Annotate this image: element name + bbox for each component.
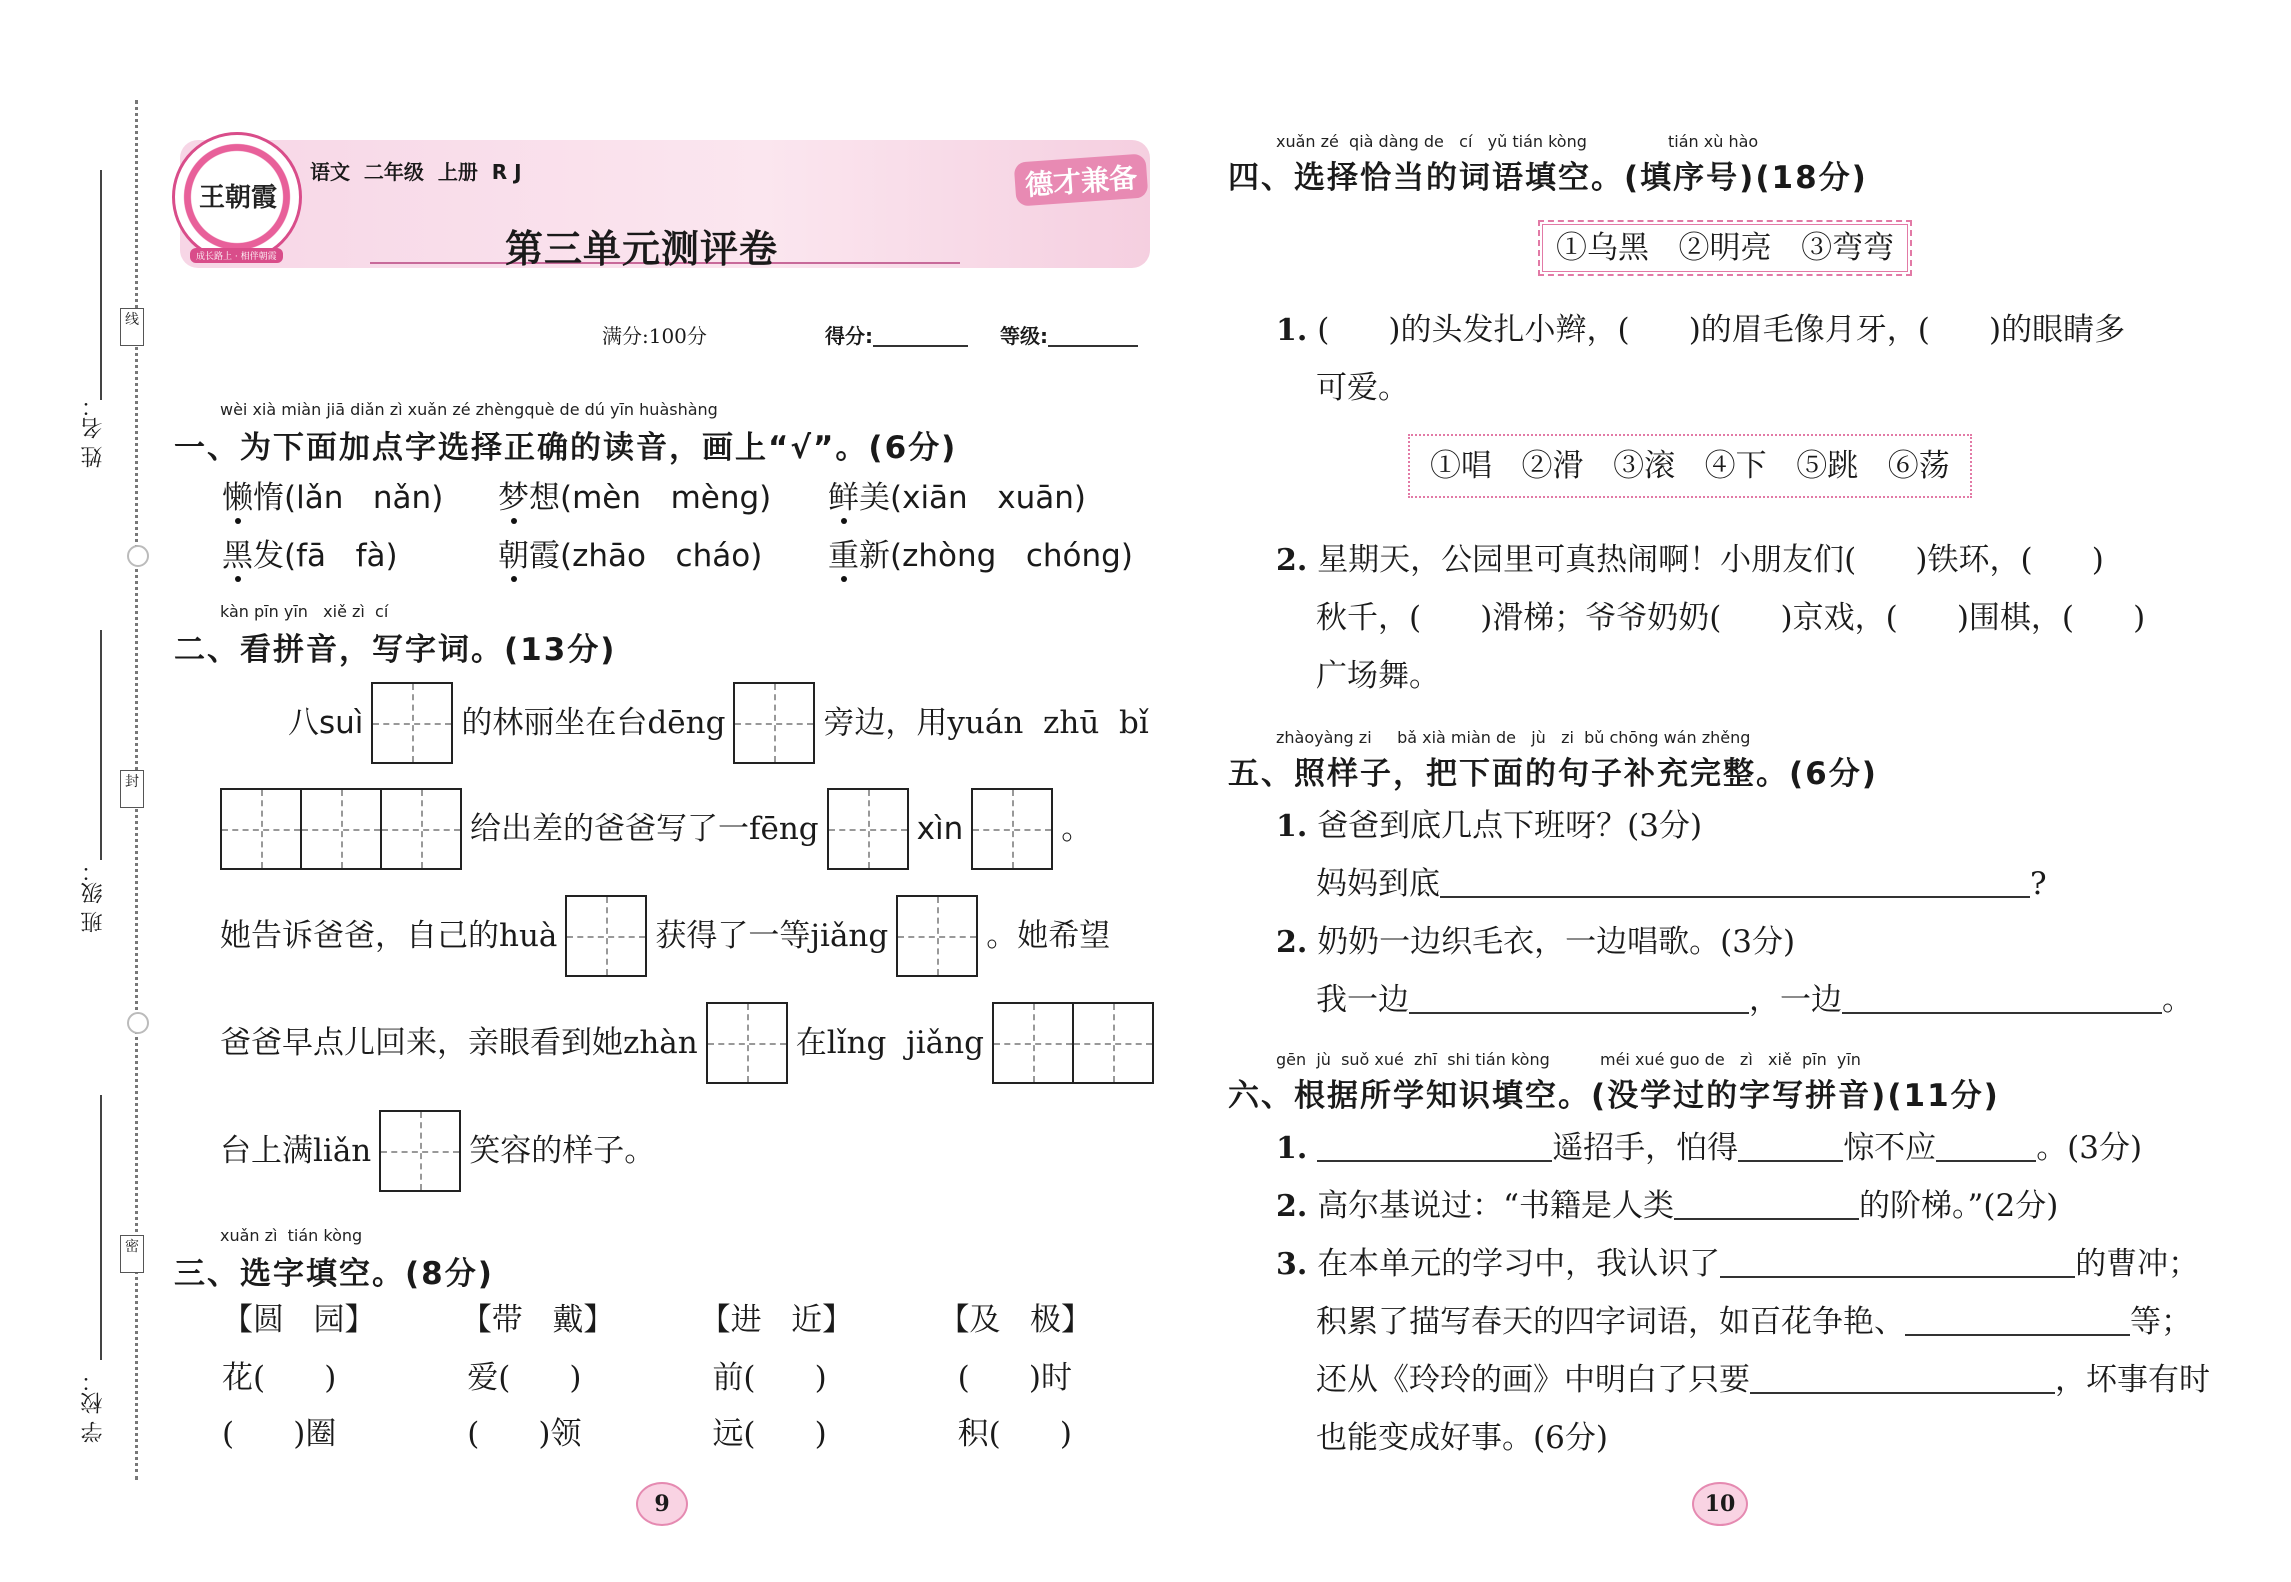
s2-text: 。	[1061, 811, 1093, 847]
page-title: 第三单元测评卷	[505, 227, 779, 271]
dot-char: 黑	[222, 538, 253, 574]
logo-badge	[172, 132, 302, 262]
s3-groups	[222, 1300, 1092, 1340]
q-number: 1.	[1276, 809, 1308, 844]
q-text: 惊不应	[1843, 1130, 1937, 1166]
s2-text: 爸爸早点儿回来，亲眼看到她zhàn	[220, 1025, 698, 1061]
s3-group: 【圆 园】	[222, 1302, 376, 1338]
s2-text: 她告诉爸爸，自己的huà	[220, 918, 558, 954]
book-meta: 语文 二年级 上册 R J	[310, 160, 522, 184]
s1-item-text: 霞(zhāo cháo)	[529, 538, 763, 574]
q-text: 高尔基说过：“书籍是人类	[1317, 1188, 1675, 1224]
word-bank-2: ①唱 ②滑 ③滚 ④下 ⑤跳 ⑥荡	[1408, 434, 1972, 498]
word-boxes[interactable]	[992, 1002, 1154, 1084]
s6-q3-line4: 也能变成好事。(6分)	[1316, 1420, 1608, 1456]
a-end: 。	[2162, 982, 2193, 1018]
q-text: 积累了描写春天的四字词语，如百花争艳、	[1316, 1304, 1905, 1340]
q-text: 等；	[2130, 1304, 2192, 1340]
answer-blank[interactable]	[1720, 1246, 2075, 1278]
s1-item-3	[828, 478, 1086, 518]
score-label	[825, 316, 968, 356]
s1-item-text: 想(mèn mèng)	[529, 480, 772, 516]
score-text: 得分:	[825, 324, 873, 348]
s1-item-5	[498, 536, 762, 576]
q-number: 2.	[1276, 925, 1308, 960]
answer-blank[interactable]	[1674, 1188, 1859, 1220]
punch-hole-icon	[127, 545, 149, 567]
s1-title: 一、为下面加点字选择正确的读音，画上“√”。(6分)	[174, 430, 958, 466]
s2-text: 获得了一等jiǎng	[655, 918, 889, 954]
dot-char: 朝	[498, 538, 529, 574]
q-number: 1.	[1276, 1131, 1308, 1166]
dot-char: 梦	[498, 480, 529, 516]
s1-item-text: 发(fā fà)	[253, 538, 398, 574]
s3-row-1	[222, 1358, 1072, 1398]
q-text: 爸爸到底几点下班呀？(3分)	[1317, 808, 1703, 844]
s5-a2	[1316, 980, 2193, 1020]
q-number: 1.	[1276, 313, 1308, 348]
mark-xian: 线	[120, 308, 144, 346]
score-blank[interactable]	[873, 323, 968, 347]
s3-cell[interactable]: 积( )	[957, 1416, 1072, 1452]
answer-blank[interactable]	[1905, 1304, 2130, 1336]
s4-q2-cont: 秋千，( )滑梯；爷爷奶奶( )京戏，( )围棋，( )	[1316, 600, 2146, 636]
answer-blank[interactable]	[1409, 982, 1749, 1014]
word-bank-1: ①乌黑 ②明亮 ③弯弯	[1538, 220, 1912, 276]
grade-text: 等级:	[1000, 324, 1048, 348]
answer-blank[interactable]	[1738, 1130, 1843, 1162]
q-text: 星期天，公园里可真热闹啊！小朋友们( )铁环，( )	[1317, 542, 2104, 578]
s2-text: 。她希望	[986, 918, 1111, 954]
logo-sub: 成长路上 · 相伴朝霞	[190, 248, 283, 263]
char-box[interactable]	[971, 788, 1053, 870]
s6-q3	[1276, 1244, 2199, 1285]
s1-item-6	[828, 536, 1133, 576]
s2-line-5	[220, 1110, 655, 1192]
s4-q2	[1276, 540, 2104, 581]
a-text: 我一边	[1316, 982, 1409, 1018]
s4-q1-cont: 可爱。	[1316, 370, 1409, 406]
char-box[interactable]	[379, 1110, 461, 1192]
dot-char: 鲜	[828, 480, 859, 516]
s5-a1	[1316, 864, 2047, 904]
s6-pinyin-b: méi xué guo de zì xiě pīn yīn	[1600, 1050, 1861, 1069]
s2-title: 二、看拼音，写字词。(13分)	[174, 632, 617, 668]
s1-pinyin: wèi xià miàn jiā diǎn zì xuǎn zé zhèngquè de dú yīn huàshàng	[220, 400, 718, 419]
s4-q1	[1276, 310, 2125, 351]
dot-char: 重	[828, 538, 859, 574]
s3-cell[interactable]: 花( )	[222, 1360, 337, 1396]
answer-blank[interactable]	[1842, 982, 2162, 1014]
s3-group: 【及 极】	[938, 1302, 1092, 1338]
q-number: 2.	[1276, 543, 1308, 578]
name-label: 姓 名：	[81, 395, 106, 468]
page-number-left: 9	[636, 1482, 688, 1526]
s3-pinyin: xuǎn zì tián kòng	[220, 1226, 363, 1245]
s5-title: 五、照样子，把下面的句子补充完整。(6分)	[1228, 756, 1878, 792]
s5-q2	[1276, 922, 1795, 963]
s3-cell[interactable]: ( )圈	[222, 1416, 337, 1452]
page-number-right: 10	[1692, 1482, 1748, 1526]
a-end: ?	[2030, 866, 2047, 902]
s4-pinyin-a: xuǎn zé qià dàng de cí yǔ tián kòng	[1276, 132, 1587, 151]
s5-q1	[1276, 806, 1702, 847]
punch-hole-icon	[127, 1012, 149, 1034]
s3-group: 【进 近】	[699, 1302, 854, 1338]
s6-pinyin-a: gēn jù suǒ xué zhī shi tián kòng	[1276, 1050, 1550, 1069]
q-text: 的阶梯。”(2分)	[1859, 1188, 2059, 1224]
s4-title: 四、选择恰当的词语填空。(填序号)(18分)	[1228, 160, 1868, 196]
answer-blank[interactable]	[1440, 866, 2030, 898]
char-box[interactable]	[1072, 1002, 1154, 1084]
char-box[interactable]	[733, 682, 815, 764]
a-text: 妈妈到底	[1316, 866, 1440, 902]
char-box[interactable]	[706, 1002, 788, 1084]
s1-item-1	[222, 478, 443, 518]
a-text: ，一边	[1749, 982, 1842, 1018]
s5-pinyin: zhàoyàng zi bǎ xià miàn de jù zi bǔ chōng wán zhěng	[1276, 728, 1751, 747]
s4-pinyin-b: tián xù hào	[1668, 132, 1759, 151]
class-label: 班 级：	[81, 860, 106, 933]
s6-q2	[1276, 1186, 2058, 1227]
q-text: 的曹冲；	[2075, 1246, 2200, 1282]
s2-text: 台上满liǎn	[220, 1133, 372, 1169]
char-box[interactable]	[827, 788, 909, 870]
s3-row-2	[222, 1414, 1072, 1454]
s1-item-2	[498, 478, 771, 518]
s2-text: 给出差的爸爸写了一fēng	[470, 811, 819, 847]
q-text: 遥招手，怕得	[1552, 1130, 1739, 1166]
full-score: 满分:100分	[602, 324, 707, 348]
s2-pinyin: kàn pīn yīn xiě zì cí	[220, 602, 389, 621]
q-text: ，坏事有时	[2055, 1362, 2210, 1398]
s1-item-text: 美(xiān xuān)	[859, 480, 1086, 516]
answer-blank[interactable]	[1750, 1362, 2055, 1394]
q-text: 。(3分)	[2036, 1130, 2143, 1166]
s1-item-4	[222, 536, 398, 576]
s2-text: 的林丽坐在台dēng	[461, 705, 726, 741]
s3-cell[interactable]: ( )时	[957, 1360, 1072, 1396]
mark-feng: 封	[120, 770, 144, 808]
s2-text: 旁边，用yuán zhū bǐ	[823, 705, 1149, 741]
s2-text: 在lǐng jiǎng	[795, 1025, 984, 1061]
s3-cell[interactable]: 远( )	[712, 1416, 827, 1452]
q-text: 还从《玲玲的画》中明白了只要	[1316, 1362, 1750, 1398]
char-box[interactable]	[220, 788, 302, 870]
school-blank	[100, 1095, 102, 1360]
s3-cell[interactable]: ( )领	[467, 1416, 582, 1452]
s3-cell[interactable]: 前( )	[712, 1360, 827, 1396]
name-blank	[100, 170, 102, 400]
grade-blank[interactable]	[1048, 323, 1138, 347]
q-text: 在本单元的学习中，我认识了	[1317, 1246, 1721, 1282]
s2-line-3	[220, 895, 1110, 977]
s3-group: 【带 戴】	[460, 1302, 615, 1338]
s2-line-4	[220, 1002, 1154, 1084]
q-text: ( )的头发扎小辫，( )的眉毛像月牙，( )的眼睛多	[1317, 312, 2126, 348]
s2-text: 笑容的样子。	[469, 1133, 656, 1169]
class-blank	[100, 630, 102, 860]
s2-line-2	[220, 788, 1092, 870]
char-box[interactable]	[300, 788, 382, 870]
char-box[interactable]	[565, 895, 647, 977]
char-box[interactable]	[371, 682, 453, 764]
s1-item-text: 新(zhòng chóng)	[859, 538, 1133, 574]
s2-line-1	[288, 682, 1149, 764]
s1-item-text: 惰(lǎn nǎn)	[253, 480, 444, 516]
answer-blank[interactable]	[1936, 1130, 2036, 1162]
s2-text: xìn	[916, 811, 964, 847]
s6-q1	[1276, 1128, 2142, 1169]
s3-title: 三、选字填空。(8分)	[174, 1256, 494, 1292]
answer-blank[interactable]	[1317, 1130, 1552, 1162]
char-box[interactable]	[896, 895, 978, 977]
s6-title: 六、根据所学知识填空。(没学过的字写拼音)(11分)	[1228, 1078, 2000, 1114]
q-number: 3.	[1276, 1247, 1308, 1282]
char-box[interactable]	[992, 1002, 1074, 1084]
q-text: 奶奶一边织毛衣，一边唱歌。(3分)	[1317, 924, 1796, 960]
word-boxes[interactable]	[220, 788, 462, 870]
dot-char: 懒	[222, 480, 253, 516]
s6-q3-line2	[1316, 1302, 2192, 1342]
s6-q3-line3	[1316, 1360, 2210, 1400]
badge-text: 德才兼备	[1014, 153, 1149, 206]
q-number: 2.	[1276, 1189, 1308, 1224]
s2-text: 八suì	[288, 705, 364, 741]
mark-mi: 密	[120, 1235, 144, 1273]
s4-q2-end: 广场舞。	[1316, 658, 1440, 694]
grade-label	[1000, 316, 1138, 356]
school-label: 学 校：	[81, 1370, 106, 1443]
logo-text: 王朝霞	[198, 183, 277, 213]
s3-cell[interactable]: 爱( )	[467, 1360, 582, 1396]
char-box[interactable]	[380, 788, 462, 870]
